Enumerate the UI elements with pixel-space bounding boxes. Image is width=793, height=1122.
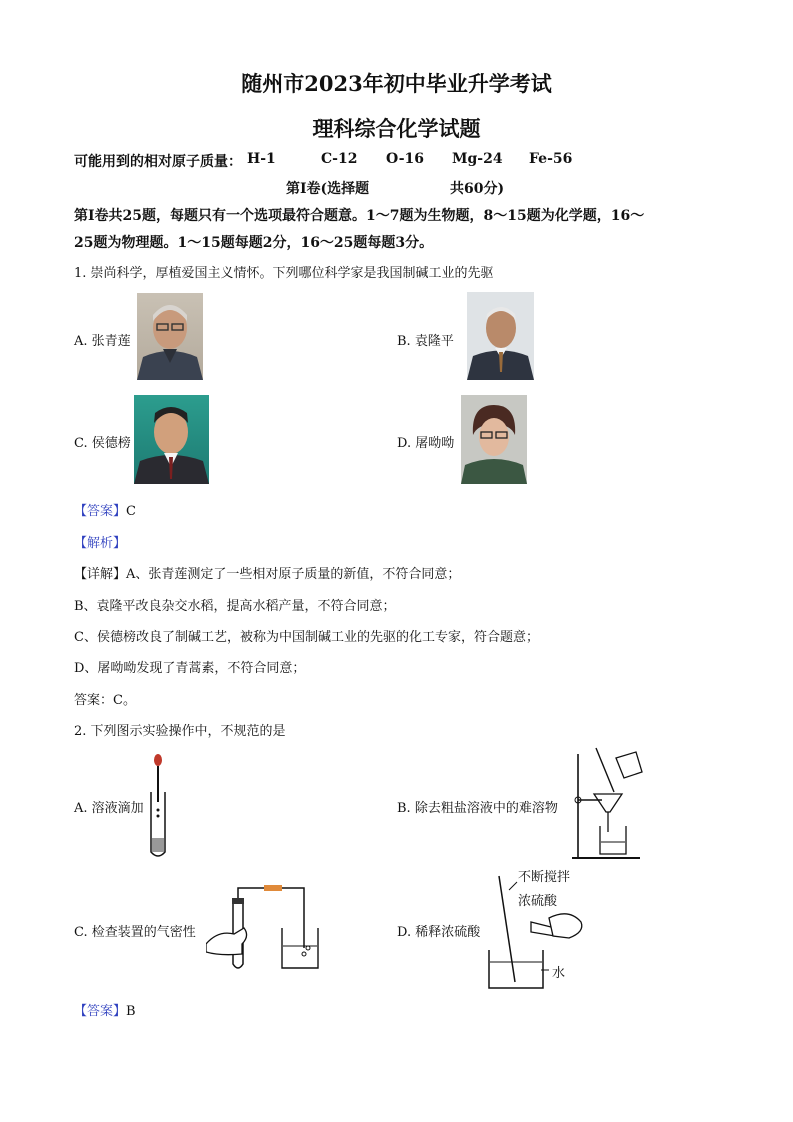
detail-line: D、屠呦呦发现了青蒿素，不符合同意； (74, 661, 306, 676)
atomic-mass-item: Mg-24 (452, 151, 503, 167)
option-b-label: B. 除去粗盐溶液中的难溶物 (397, 801, 558, 816)
answer-tag: 【答案】 (74, 1004, 127, 1019)
filtration-setup-diagram (570, 746, 645, 861)
answer-tag: 【答案】 (74, 504, 127, 519)
section-instructions: 第Ⅰ卷共25题，每题只有一个选项最符合题意。1～7题为生物题，8～15题为化学题，16～ (74, 208, 645, 224)
section-heading: 第Ⅰ卷(选择题 (286, 181, 370, 197)
acid-label: 浓硫酸 (518, 894, 558, 909)
option-c-label: C. 检查装置的气密性 (74, 925, 196, 940)
answer-value: B (126, 1004, 136, 1019)
detail-line (74, 563, 460, 582)
option-d-label: D. 稀释浓硫酸 (397, 925, 481, 940)
detail-tag: 【详解】 (74, 567, 127, 582)
atomic-mass-item: Fe-56 (529, 151, 573, 167)
atomic-mass-item: C-12 (321, 151, 358, 167)
answer-value: C (126, 504, 136, 519)
option-a-label: A. 张青莲 (74, 334, 131, 349)
answer-line (74, 1000, 136, 1019)
water-label: 水 (552, 966, 566, 981)
detail-line: B、袁隆平改良杂交水稻，提高水稻产量，不符合同意； (74, 599, 396, 614)
final-answer: 答案：C。 (74, 693, 136, 708)
section-instructions: 25题为物理题。1～15题每题2分，16～25题每题3分。 (74, 235, 434, 251)
dropper-into-tube-diagram (144, 752, 174, 860)
portrait-photo-d (461, 395, 527, 484)
option-b-label: B. 袁隆平 (397, 334, 454, 349)
detail-line: C、侯德榜改良了制碱工艺，被称为中国制碱工业的先驱的化工专家，符合题意； (74, 630, 539, 645)
answer-line (74, 500, 136, 519)
detail-text: A、张青莲测定了一些相对原子质量的新值，不符合同意； (126, 567, 461, 582)
question-stem: 2. 下列图示实验操作中，不规范的是 (74, 724, 286, 739)
atomic-mass-item: O-16 (386, 151, 425, 167)
portrait-photo-b (467, 292, 534, 380)
portrait-photo-c (134, 395, 209, 484)
option-d-label: D. 屠呦呦 (397, 436, 455, 451)
atomic-mass-item: H-1 (247, 151, 276, 167)
stir-label: 不断搅拌 (518, 870, 571, 885)
option-c-label: C. 侯德榜 (74, 436, 131, 451)
airtightness-check-diagram (206, 884, 328, 972)
question-stem: 1. 崇尚科学，厚植爱国主义情怀。下列哪位科学家是我国制碱工业的先驱 (74, 266, 494, 281)
exam-title: 随州市2023年初中毕业升学考试 (241, 71, 552, 96)
section-total: 共60分) (450, 181, 505, 197)
portrait-photo-a (137, 293, 203, 380)
analysis-tag: 【解析】 (74, 536, 127, 551)
paper-subtitle: 理科综合化学试题 (312, 116, 481, 141)
option-a-label: A. 溶液滴加 (74, 801, 144, 816)
atomic-mass-label: 可能用到的相对原子质量： (74, 154, 242, 170)
